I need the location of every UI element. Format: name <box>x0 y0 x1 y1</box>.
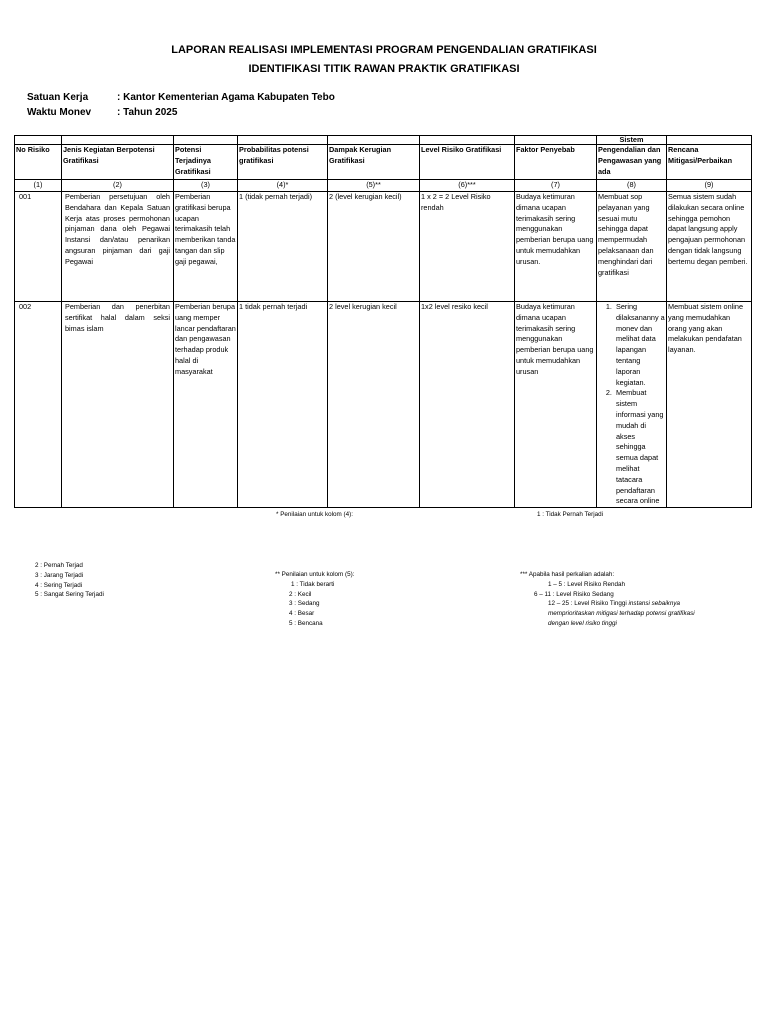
cell-pengendalian <box>597 302 667 508</box>
header-jenis-kegiatan: Jenis Kegiatan Berpotensi Gratifikasi <box>62 145 174 180</box>
header-probabilitas: Probabilitas potensi gratifikasi <box>238 145 328 180</box>
header-level-risiko: Level Risiko Gratifikasi <box>420 145 515 180</box>
group-header-sistem: Sistem <box>597 136 667 145</box>
cell-dampak: 2 level kerugian kecil <box>328 302 420 508</box>
pengendalian-list <box>598 302 665 507</box>
header-rencana-mitigasi: Rencana Mitigasi/Perbaikan <box>667 145 752 180</box>
note-item: 5 : Sangat Sering Terjadi <box>35 591 104 599</box>
note-item: 5 : Bencana <box>289 619 323 627</box>
cell-rencana: Membuat sistem online yang memudahkan orang yang akan melakukan pendafatan layanan. <box>667 302 752 508</box>
waktu-monev-label: Waktu Monev <box>27 107 92 118</box>
cell-faktor: Budaya ketimuran dimana ucapan terimakasih sering menggunakan pemberian berupa uang untuk memudahkan urusan <box>515 302 597 508</box>
header-faktor-penyebab: Faktor Penyebab <box>515 145 597 180</box>
note-col4-first: 1 : Tidak Pernah Terjadi <box>537 511 604 518</box>
col-number: (3) <box>174 180 238 192</box>
cell-jenis: Pemberian persetujuan oleh Bendahara dan Kepala Satuan Kerja atas proses permohonan pinjaman dana oleh Pegawai Instansi dan/atau penarikan angsuran pinjaman dari gaji Pegawai <box>62 192 174 302</box>
cell-pengendalian: Membuat sop pelayanan yang sesuai mutu sehingga dapat mempermudah pelaksanaan dan menghindari dari gratifikasi <box>597 192 667 302</box>
note-item: 3 : Sedang <box>289 600 320 608</box>
satuan-kerja-value: : Kantor Kementerian Agama Kabupaten Tebo <box>117 92 335 103</box>
note-item: memprioritaskan mitigasi terhadap potensi gratifikasi <box>548 610 695 617</box>
cell-probabilitas: 1 (tidak pernah terjadi) <box>238 192 328 302</box>
col-number: (2) <box>62 180 174 192</box>
table-row <box>15 302 752 508</box>
note-item: 3 : Jarang Terjadi <box>35 571 84 579</box>
col-number: (8) <box>597 180 667 192</box>
waktu-monev-line <box>27 107 177 118</box>
note-col5-header: ** Penilaian untuk kolom (5): <box>275 571 355 578</box>
note-item: dengan level risiko tinggi <box>548 619 617 627</box>
note-col5 <box>275 570 354 629</box>
note-high-italic: instansi sebaiknya <box>626 600 680 608</box>
note-col4-header: * Penilaian untuk kolom (4): <box>276 511 354 518</box>
cell-no: 001 <box>15 192 62 302</box>
note-high-level: 12 – 25 : Level Risiko Tinggi <box>548 600 627 608</box>
note-item: 2 : Pernah Terjad <box>35 562 83 569</box>
cell-probabilitas: 1 tidak pernah terjadi <box>238 302 328 508</box>
cell-faktor: Budaya ketimuran dimana ucapan terimakasih sering menggunakan pemberian berupa uang untuk memudahkan urusan. <box>515 192 597 302</box>
header-pengendalian: Pengendalian dan Pengawasan yang ada <box>597 145 667 180</box>
note-col6 <box>520 570 695 629</box>
header-no-risiko: No Risiko <box>15 145 62 180</box>
list-item: 2. Membuat sistem informasi yang mudah di akses sehingga semua dapat melihat tatacara pendaftaran secara online <box>614 388 665 507</box>
waktu-monev-value: : Tahun 2025 <box>117 107 178 118</box>
note-col6-header: *** Apabila hasil perkalian adalah: <box>520 571 615 578</box>
column-number-row <box>15 180 752 192</box>
note-item: 4 : Besar <box>289 610 315 617</box>
note-item: 6 – 11 : Level Risiko Sedang <box>534 590 614 598</box>
header-dampak: Dampak Kerugian Gratifikasi <box>328 145 420 180</box>
col-number: (7) <box>515 180 597 192</box>
cell-potensi: Pemberian berupa uang memper lancar pendaftaran dan pengawasan terhadap produk halal di masyarakat <box>174 302 238 508</box>
col-number: (4)* <box>238 180 328 192</box>
cell-rencana: Semua sistem sudah dilakukan secara online sehingga pemohon dapat langsung apply pengajuan permohonan dengan tidak langsung bertemu degan pemberi. <box>667 192 752 302</box>
group-header-row <box>15 136 752 145</box>
cell-jenis: Pemberian dan penerbitan sertifikat halal dalam seksi bimas islam <box>62 302 174 508</box>
report-subtitle: IDENTIFIKASI TITIK RAWAN PRAKTIK GRATIFIKASI <box>248 63 520 75</box>
col-number: (5)** <box>328 180 420 192</box>
cell-level: 1x2 level resiko kecil <box>420 302 515 508</box>
cell-no: 002 <box>15 302 62 508</box>
col-number: (1) <box>15 180 62 192</box>
note-item: 2 : Kecil <box>289 590 312 598</box>
cell-potensi: Pemberian gratifikasi berupa ucapan terimakasih telah memberikan tanda tangan dan slip gaji pegawai, <box>174 192 238 302</box>
col-number: (9) <box>667 180 752 192</box>
report-title: LAPORAN REALISASI IMPLEMENTASI PROGRAM PENGENDALIAN GRATIFIKASI <box>171 44 597 56</box>
satuan-kerja-line <box>27 92 335 103</box>
header-row <box>15 145 752 180</box>
cell-level: 1 x 2 = 2 Level Risiko rendah <box>420 192 515 302</box>
note-item: 4 : Sering Terjadi <box>35 581 83 589</box>
satuan-kerja-label: Satuan Kerja <box>27 92 89 103</box>
col-number: (6)*** <box>420 180 515 192</box>
list-item: 1. Sering dilaksananny a monev dan melihat data lapangan tentang laporan kegiatan. <box>614 302 665 388</box>
table-row <box>15 192 752 302</box>
note-item <box>520 599 695 609</box>
cell-dampak: 2 (level kerugian kecil) <box>328 192 420 302</box>
note-col4-list <box>35 561 104 600</box>
note-item: 1 : Tidak berarti <box>291 580 335 588</box>
risk-table <box>14 135 752 508</box>
note-item: 1 – 5 : Level Risiko Rendah <box>548 580 626 588</box>
header-potensi: Potensi Terjadinya Gratifikasi <box>174 145 238 180</box>
